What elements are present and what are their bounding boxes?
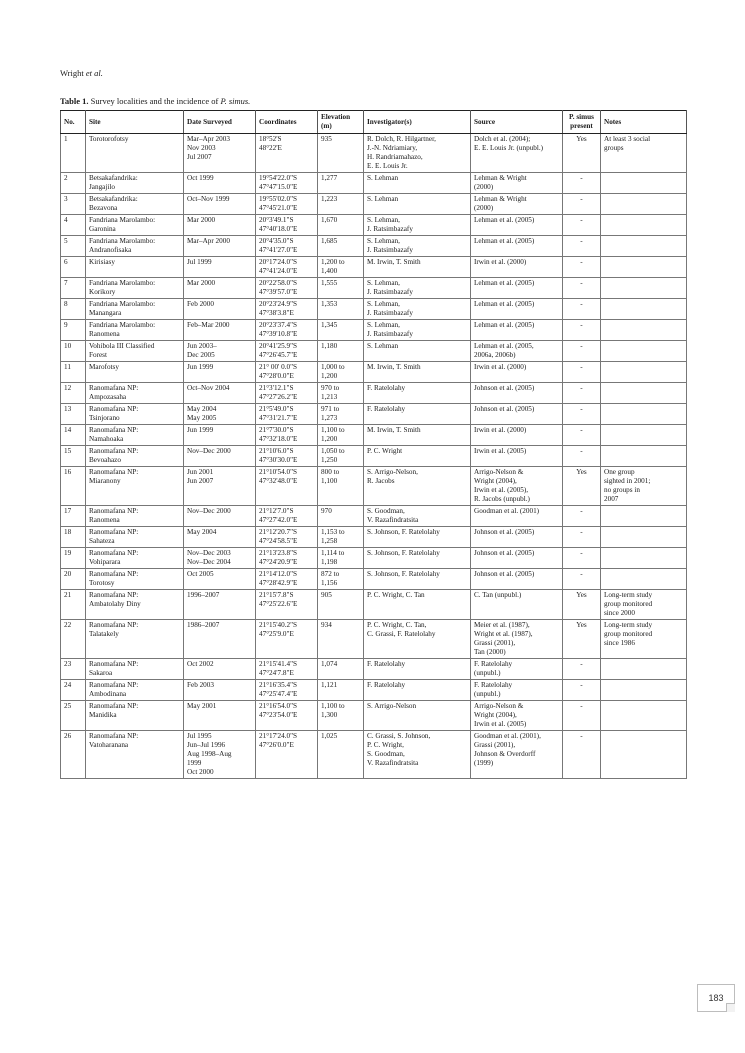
cell-source: F. Ratelolahy (unpubl.) bbox=[471, 659, 563, 680]
cell-site: Fandriana Marolambo: Manangara bbox=[86, 299, 184, 320]
cell-source: Goodman et al. (2001), Grassi (2001), Johnson & Overdorff (1999) bbox=[471, 731, 563, 779]
cell-notes bbox=[601, 362, 687, 383]
cell-present: - bbox=[563, 173, 601, 194]
cell-present: - bbox=[563, 362, 601, 383]
cell-elevation: 1,353 bbox=[318, 299, 364, 320]
cell-investigators: S. Lehman bbox=[364, 194, 471, 215]
cell-date: Feb–Mar 2000 bbox=[184, 320, 256, 341]
cell-present: Yes bbox=[563, 590, 601, 620]
cell-coordinates: 20°22'58.0"S 47°39'57.0"E bbox=[256, 278, 318, 299]
table-row bbox=[61, 680, 687, 701]
cell-site: Ranomafana NP: Ambodinana bbox=[86, 680, 184, 701]
cell-source: Goodman et al. (2001) bbox=[471, 506, 563, 527]
cell-source: Lehman et al. (2005) bbox=[471, 215, 563, 236]
cell-coordinates: 21°10'6.0"S 47°30'30.0"E bbox=[256, 446, 318, 467]
cell-date: May 2004 bbox=[184, 527, 256, 548]
cell-present: - bbox=[563, 299, 601, 320]
cell-investigators: C. Grassi, S. Johnson, P. C. Wright, S. Goodman, V. Razafindratsita bbox=[364, 731, 471, 779]
cell-site: Kirisiasy bbox=[86, 257, 184, 278]
cell-site: Ranomafana NP: Manidika bbox=[86, 701, 184, 731]
cell-no: 23 bbox=[61, 659, 86, 680]
cell-source: Johnson et al. (2005) bbox=[471, 548, 563, 569]
cell-notes bbox=[601, 527, 687, 548]
cell-no: 1 bbox=[61, 134, 86, 173]
cell-coordinates: 20°41'25.9"S 47°26'45.7"E bbox=[256, 341, 318, 362]
cell-present: - bbox=[563, 236, 601, 257]
cell-source: Irwin et al. (2000) bbox=[471, 425, 563, 446]
cell-no: 6 bbox=[61, 257, 86, 278]
cell-source: Arrigo-Nelson & Wright (2004), Irwin et al. (2005), R. Jacobs (unpubl.) bbox=[471, 467, 563, 506]
cell-elevation: 1,153 to 1,258 bbox=[318, 527, 364, 548]
cell-investigators: M. Irwin, T. Smith bbox=[364, 257, 471, 278]
cell-notes bbox=[601, 548, 687, 569]
cell-elevation: 1,223 bbox=[318, 194, 364, 215]
cell-date: Mar 2000 bbox=[184, 278, 256, 299]
cell-date: Mar 2000 bbox=[184, 215, 256, 236]
cell-notes: At least 3 social groups bbox=[601, 134, 687, 173]
cell-source: Johnson et al. (2005) bbox=[471, 569, 563, 590]
table-row bbox=[61, 620, 687, 659]
cell-investigators: F. Ratelolahy bbox=[364, 404, 471, 425]
table-body bbox=[61, 134, 687, 779]
cell-elevation: 970 bbox=[318, 506, 364, 527]
cell-date: Oct–Nov 1999 bbox=[184, 194, 256, 215]
header-etal: et al. bbox=[85, 68, 103, 78]
cell-notes bbox=[601, 173, 687, 194]
cell-site: Ranomafana NP: Vatoharanana bbox=[86, 731, 184, 779]
cell-elevation: 1,100 to 1,300 bbox=[318, 701, 364, 731]
cell-no: 21 bbox=[61, 590, 86, 620]
caption-text: Survey localities and the incidence of bbox=[90, 96, 219, 106]
cell-site: Ranomafana NP: Vohiparara bbox=[86, 548, 184, 569]
cell-site: Ranomafana NP: Ranomena bbox=[86, 506, 184, 527]
col-header-no: No. bbox=[61, 111, 86, 134]
cell-no: 22 bbox=[61, 620, 86, 659]
cell-investigators: F. Ratelolahy bbox=[364, 680, 471, 701]
cell-site: Ranomafana NP: Miaranony bbox=[86, 467, 184, 506]
cell-source: Lehman et al. (2005) bbox=[471, 299, 563, 320]
cell-source: C. Tan (unpubl.) bbox=[471, 590, 563, 620]
table-row bbox=[61, 320, 687, 341]
table-row bbox=[61, 299, 687, 320]
cell-coordinates: 21°16'35.4"S 47°25'47.4"E bbox=[256, 680, 318, 701]
cell-no: 15 bbox=[61, 446, 86, 467]
cell-site: Fandriana Marolambo: Garonina bbox=[86, 215, 184, 236]
cell-present: - bbox=[563, 257, 601, 278]
table-row bbox=[61, 701, 687, 731]
cell-elevation: 1,670 bbox=[318, 215, 364, 236]
cell-site: Ranomafana NP: Namahoaka bbox=[86, 425, 184, 446]
table-caption bbox=[60, 96, 250, 106]
cell-date: Jul 1999 bbox=[184, 257, 256, 278]
cell-source: Lehman et al. (2005) bbox=[471, 320, 563, 341]
cell-no: 9 bbox=[61, 320, 86, 341]
header-author: Wright bbox=[60, 68, 84, 78]
cell-site: Ranomafana NP: Ambatolahy Diny bbox=[86, 590, 184, 620]
cell-investigators: M. Irwin, T. Smith bbox=[364, 362, 471, 383]
cell-date: Jun 1999 bbox=[184, 362, 256, 383]
cell-investigators: P. C. Wright, C. Tan bbox=[364, 590, 471, 620]
cell-date: Nov–Dec 2003 Nov–Dec 2004 bbox=[184, 548, 256, 569]
cell-notes bbox=[601, 425, 687, 446]
cell-coordinates: 20°23'37.4"S 47°39'10.8"E bbox=[256, 320, 318, 341]
cell-present: - bbox=[563, 569, 601, 590]
col-header-investigators: Investigator(s) bbox=[364, 111, 471, 134]
cell-coordinates: 21°3'12.1"S 47°27'26.2"E bbox=[256, 383, 318, 404]
cell-elevation: 800 to 1,100 bbox=[318, 467, 364, 506]
cell-elevation: 1,277 bbox=[318, 173, 364, 194]
cell-notes bbox=[601, 215, 687, 236]
cell-notes bbox=[601, 278, 687, 299]
cell-no: 17 bbox=[61, 506, 86, 527]
cell-elevation: 905 bbox=[318, 590, 364, 620]
cell-coordinates: 20°17'24.0"S 47°41'24.0"E bbox=[256, 257, 318, 278]
cell-notes bbox=[601, 404, 687, 425]
cell-elevation: 971 to 1,273 bbox=[318, 404, 364, 425]
cell-present: - bbox=[563, 194, 601, 215]
cell-site: Vohibola III Classified Forest bbox=[86, 341, 184, 362]
cell-present: Yes bbox=[563, 620, 601, 659]
table-row bbox=[61, 548, 687, 569]
cell-investigators: P. C. Wright bbox=[364, 446, 471, 467]
cell-investigators: S. Lehman, J. Ratsimbazafy bbox=[364, 278, 471, 299]
cell-elevation: 1,685 bbox=[318, 236, 364, 257]
cell-no: 19 bbox=[61, 548, 86, 569]
cell-present: - bbox=[563, 701, 601, 731]
running-header bbox=[60, 68, 103, 78]
cell-date: May 2001 bbox=[184, 701, 256, 731]
cell-elevation: 1,000 to 1,200 bbox=[318, 362, 364, 383]
cell-elevation: 934 bbox=[318, 620, 364, 659]
table-header-row bbox=[61, 111, 687, 134]
cell-source: Meier et al. (1987), Wright et al. (1987), Grassi (2001), Tan (2000) bbox=[471, 620, 563, 659]
table-row bbox=[61, 173, 687, 194]
cell-investigators: P. C. Wright, C. Tan, C. Grassi, F. Ratelolahy bbox=[364, 620, 471, 659]
caption-species: P. simus. bbox=[220, 96, 251, 106]
col-header-elevation: Elevation (m) bbox=[318, 111, 364, 134]
cell-coordinates: 19°54'22.0"S 47°47'15.0"E bbox=[256, 173, 318, 194]
table-row bbox=[61, 527, 687, 548]
cell-coordinates: 21° 00' 0.0"S 47°28'0.0"E bbox=[256, 362, 318, 383]
cell-notes bbox=[601, 701, 687, 731]
cell-source: F. Ratelolahy (unpubl.) bbox=[471, 680, 563, 701]
table-row bbox=[61, 446, 687, 467]
cell-coordinates: 21°15'41.4"S 47°24'7.8"E bbox=[256, 659, 318, 680]
table-row bbox=[61, 341, 687, 362]
cell-source: Lehman & Wright (2000) bbox=[471, 173, 563, 194]
cell-coordinates: 20°23'24.9"S 47°38'3.8"E bbox=[256, 299, 318, 320]
cell-notes bbox=[601, 194, 687, 215]
table-row bbox=[61, 134, 687, 173]
cell-site: Ranomafana NP: Bevoahazo bbox=[86, 446, 184, 467]
cell-date: Jul 1995 Jun–Jul 1996 Aug 1998–Aug 1999 Oct 2000 bbox=[184, 731, 256, 779]
cell-elevation: 1,114 to 1,198 bbox=[318, 548, 364, 569]
cell-present: - bbox=[563, 215, 601, 236]
cell-source: Irwin et al. (2000) bbox=[471, 257, 563, 278]
cell-notes: Long-term study group monitored since 1986 bbox=[601, 620, 687, 659]
table-row bbox=[61, 383, 687, 404]
cell-coordinates: 21°17'24.0"S 47°26'0.0"E bbox=[256, 731, 318, 779]
cell-investigators: F. Ratelolahy bbox=[364, 383, 471, 404]
cell-coordinates: 20°4'35.0"S 47°41'27.0"E bbox=[256, 236, 318, 257]
cell-date: Oct 2005 bbox=[184, 569, 256, 590]
cell-notes bbox=[601, 236, 687, 257]
table-row bbox=[61, 362, 687, 383]
cell-notes: One group sighted in 2001; no groups in 2007 bbox=[601, 467, 687, 506]
table-row bbox=[61, 506, 687, 527]
cell-site: Torotorofotsy bbox=[86, 134, 184, 173]
cell-notes bbox=[601, 299, 687, 320]
cell-no: 24 bbox=[61, 680, 86, 701]
cell-no: 4 bbox=[61, 215, 86, 236]
cell-source: Lehman et al. (2005, 2006a, 2006b) bbox=[471, 341, 563, 362]
table-row bbox=[61, 194, 687, 215]
cell-notes bbox=[601, 446, 687, 467]
cell-notes bbox=[601, 569, 687, 590]
cell-no: 25 bbox=[61, 701, 86, 731]
cell-elevation: 1,200 to 1,400 bbox=[318, 257, 364, 278]
survey-table bbox=[60, 110, 687, 779]
cell-no: 2 bbox=[61, 173, 86, 194]
cell-present: - bbox=[563, 278, 601, 299]
cell-elevation: 1,074 bbox=[318, 659, 364, 680]
cell-date: Oct 1999 bbox=[184, 173, 256, 194]
cell-date: 1996–2007 bbox=[184, 590, 256, 620]
table-row bbox=[61, 257, 687, 278]
cell-notes bbox=[601, 731, 687, 779]
cell-no: 5 bbox=[61, 236, 86, 257]
cell-elevation: 1,345 bbox=[318, 320, 364, 341]
cell-source: Johnson et al. (2005) bbox=[471, 404, 563, 425]
cell-elevation: 1,025 bbox=[318, 731, 364, 779]
cell-site: Fandriana Marolambo: Korikory bbox=[86, 278, 184, 299]
table-row bbox=[61, 425, 687, 446]
cell-notes: Long-term study group monitored since 2000 bbox=[601, 590, 687, 620]
cell-site: Marofotsy bbox=[86, 362, 184, 383]
cell-elevation: 872 to 1,156 bbox=[318, 569, 364, 590]
cell-no: 3 bbox=[61, 194, 86, 215]
cell-site: Fandriana Marolambo: Andranofisaka bbox=[86, 236, 184, 257]
cell-notes bbox=[601, 341, 687, 362]
table-row bbox=[61, 731, 687, 779]
caption-label: Table 1. bbox=[60, 96, 89, 106]
cell-coordinates: 21°12'20.7"S 47°24'58.5"E bbox=[256, 527, 318, 548]
cell-no: 11 bbox=[61, 362, 86, 383]
cell-investigators: F. Ratelolahy bbox=[364, 659, 471, 680]
cell-coordinates: 18°52'S 48°22'E bbox=[256, 134, 318, 173]
cell-present: - bbox=[563, 341, 601, 362]
cell-investigators: S. Goodman, V. Razafindratsita bbox=[364, 506, 471, 527]
cell-coordinates: 21°12'7.0"S 47°27'42.0"E bbox=[256, 506, 318, 527]
cell-date: Nov–Dec 2000 bbox=[184, 506, 256, 527]
cell-coordinates: 21°10'54.0"S 47°32'48.0"E bbox=[256, 467, 318, 506]
cell-date: Oct–Nov 2004 bbox=[184, 383, 256, 404]
cell-present: Yes bbox=[563, 467, 601, 506]
table-row bbox=[61, 569, 687, 590]
col-header-date: Date Surveyed bbox=[184, 111, 256, 134]
cell-elevation: 1,050 to 1,250 bbox=[318, 446, 364, 467]
cell-date: Feb 2000 bbox=[184, 299, 256, 320]
cell-investigators: S. Arrigo-Nelson, R. Jacobs bbox=[364, 467, 471, 506]
cell-coordinates: 21°14'12.0"S 47°28'42.9"E bbox=[256, 569, 318, 590]
cell-present: - bbox=[563, 527, 601, 548]
cell-present: - bbox=[563, 731, 601, 779]
cell-notes bbox=[601, 659, 687, 680]
cell-present: - bbox=[563, 404, 601, 425]
cell-coordinates: 21°5'49.0"S 47°31'21.7"E bbox=[256, 404, 318, 425]
table-row bbox=[61, 215, 687, 236]
cell-present: - bbox=[563, 446, 601, 467]
col-header-coordinates: Coordinates bbox=[256, 111, 318, 134]
cell-present: - bbox=[563, 383, 601, 404]
cell-elevation: 970 to 1,213 bbox=[318, 383, 364, 404]
table-row bbox=[61, 404, 687, 425]
col-header-notes: Notes bbox=[601, 111, 687, 134]
cell-source: Irwin et al. (2000) bbox=[471, 362, 563, 383]
cell-investigators: S. Johnson, F. Ratelolahy bbox=[364, 569, 471, 590]
cell-elevation: 935 bbox=[318, 134, 364, 173]
cell-site: Ranomafana NP: Tsinjorano bbox=[86, 404, 184, 425]
cell-present: - bbox=[563, 659, 601, 680]
cell-coordinates: 21°13'23.8"S 47°24'20.9"E bbox=[256, 548, 318, 569]
cell-no: 8 bbox=[61, 299, 86, 320]
cell-date: Nov–Dec 2000 bbox=[184, 446, 256, 467]
cell-coordinates: 20°3'49.1"S 47°40'18.0"E bbox=[256, 215, 318, 236]
col-header-source: Source bbox=[471, 111, 563, 134]
cell-source: Irwin et al. (2005) bbox=[471, 446, 563, 467]
cell-investigators: S. Lehman bbox=[364, 173, 471, 194]
cell-no: 20 bbox=[61, 569, 86, 590]
table-row bbox=[61, 236, 687, 257]
cell-present: Yes bbox=[563, 134, 601, 173]
cell-date: Jun 2003– Dec 2005 bbox=[184, 341, 256, 362]
cell-notes bbox=[601, 680, 687, 701]
table-row bbox=[61, 659, 687, 680]
cell-investigators: S. Johnson, F. Ratelolahy bbox=[364, 527, 471, 548]
table-row bbox=[61, 590, 687, 620]
cell-site: Betsakafandrika: Jangajilo bbox=[86, 173, 184, 194]
cell-no: 7 bbox=[61, 278, 86, 299]
cell-coordinates: 21°16'54.0"S 47°23'54.0"E bbox=[256, 701, 318, 731]
cell-investigators: S. Lehman, J. Ratsimbazafy bbox=[364, 320, 471, 341]
cell-investigators: R. Dolch, R. Hilgartner, J.-N. Ndriamiary, H. Randriamahazo, E. E. Louis Jr. bbox=[364, 134, 471, 173]
cell-elevation: 1,555 bbox=[318, 278, 364, 299]
cell-date: Jun 1999 bbox=[184, 425, 256, 446]
cell-coordinates: 21°15'40.2"S 47°25'9.0"E bbox=[256, 620, 318, 659]
cell-elevation: 1,180 bbox=[318, 341, 364, 362]
cell-no: 13 bbox=[61, 404, 86, 425]
cell-site: Fandriana Marolambo: Ranomena bbox=[86, 320, 184, 341]
cell-date: 1986–2007 bbox=[184, 620, 256, 659]
cell-site: Ranomafana NP: Sakaroa bbox=[86, 659, 184, 680]
cell-elevation: 1,100 to 1,200 bbox=[318, 425, 364, 446]
cell-coordinates: 19°55'02.0"S 47°45'21.0"E bbox=[256, 194, 318, 215]
cell-no: 18 bbox=[61, 527, 86, 548]
cell-present: - bbox=[563, 320, 601, 341]
cell-coordinates: 21°7'30.0"S 47°32'18.0"E bbox=[256, 425, 318, 446]
cell-date: Feb 2003 bbox=[184, 680, 256, 701]
cell-site: Ranomafana NP: Sahateza bbox=[86, 527, 184, 548]
cell-investigators: S. Lehman, J. Ratsimbazafy bbox=[364, 299, 471, 320]
cell-date: Oct 2002 bbox=[184, 659, 256, 680]
cell-investigators: S. Lehman bbox=[364, 341, 471, 362]
cell-date: May 2004 May 2005 bbox=[184, 404, 256, 425]
cell-notes bbox=[601, 383, 687, 404]
page-number: 183 bbox=[697, 984, 735, 1012]
cell-site: Betsakafandrika: Bezavona bbox=[86, 194, 184, 215]
cell-investigators: M. Irwin, T. Smith bbox=[364, 425, 471, 446]
cell-investigators: S. Arrigo-Nelson bbox=[364, 701, 471, 731]
cell-site: Ranomafana NP: Ampozasaha bbox=[86, 383, 184, 404]
cell-date: Mar–Apr 2000 bbox=[184, 236, 256, 257]
cell-no: 26 bbox=[61, 731, 86, 779]
cell-source: Arrigo-Nelson & Wright (2004), Irwin et al. (2005) bbox=[471, 701, 563, 731]
cell-site: Ranomafana NP: Torotosy bbox=[86, 569, 184, 590]
col-header-present: P. simus present bbox=[563, 111, 601, 134]
cell-source: Johnson et al. (2005) bbox=[471, 383, 563, 404]
cell-present: - bbox=[563, 506, 601, 527]
cell-source: Lehman & Wright (2000) bbox=[471, 194, 563, 215]
cell-no: 16 bbox=[61, 467, 86, 506]
cell-present: - bbox=[563, 548, 601, 569]
cell-notes bbox=[601, 320, 687, 341]
cell-elevation: 1,121 bbox=[318, 680, 364, 701]
cell-no: 14 bbox=[61, 425, 86, 446]
col-header-site: Site bbox=[86, 111, 184, 134]
cell-investigators: S. Johnson, F. Ratelolahy bbox=[364, 548, 471, 569]
cell-source: Johnson et al. (2005) bbox=[471, 527, 563, 548]
table-row bbox=[61, 467, 687, 506]
cell-date: Jun 2001 Jun 2007 bbox=[184, 467, 256, 506]
cell-no: 10 bbox=[61, 341, 86, 362]
cell-source: Dolch et al. (2004); E. E. Louis Jr. (unpubl.) bbox=[471, 134, 563, 173]
cell-notes bbox=[601, 506, 687, 527]
cell-present: - bbox=[563, 425, 601, 446]
cell-date: Mar–Apr 2003 Nov 2003 Jul 2007 bbox=[184, 134, 256, 173]
cell-source: Lehman et al. (2005) bbox=[471, 236, 563, 257]
cell-investigators: S. Lehman, J. Ratsimbazafy bbox=[364, 215, 471, 236]
cell-source: Lehman et al. (2005) bbox=[471, 278, 563, 299]
cell-site: Ranomafana NP: Talatakely bbox=[86, 620, 184, 659]
cell-investigators: S. Lehman, J. Ratsimbazafy bbox=[364, 236, 471, 257]
cell-no: 12 bbox=[61, 383, 86, 404]
cell-present: - bbox=[563, 680, 601, 701]
cell-coordinates: 21°15'7.8"S 47°25'22.6"E bbox=[256, 590, 318, 620]
table-row bbox=[61, 278, 687, 299]
cell-notes bbox=[601, 257, 687, 278]
